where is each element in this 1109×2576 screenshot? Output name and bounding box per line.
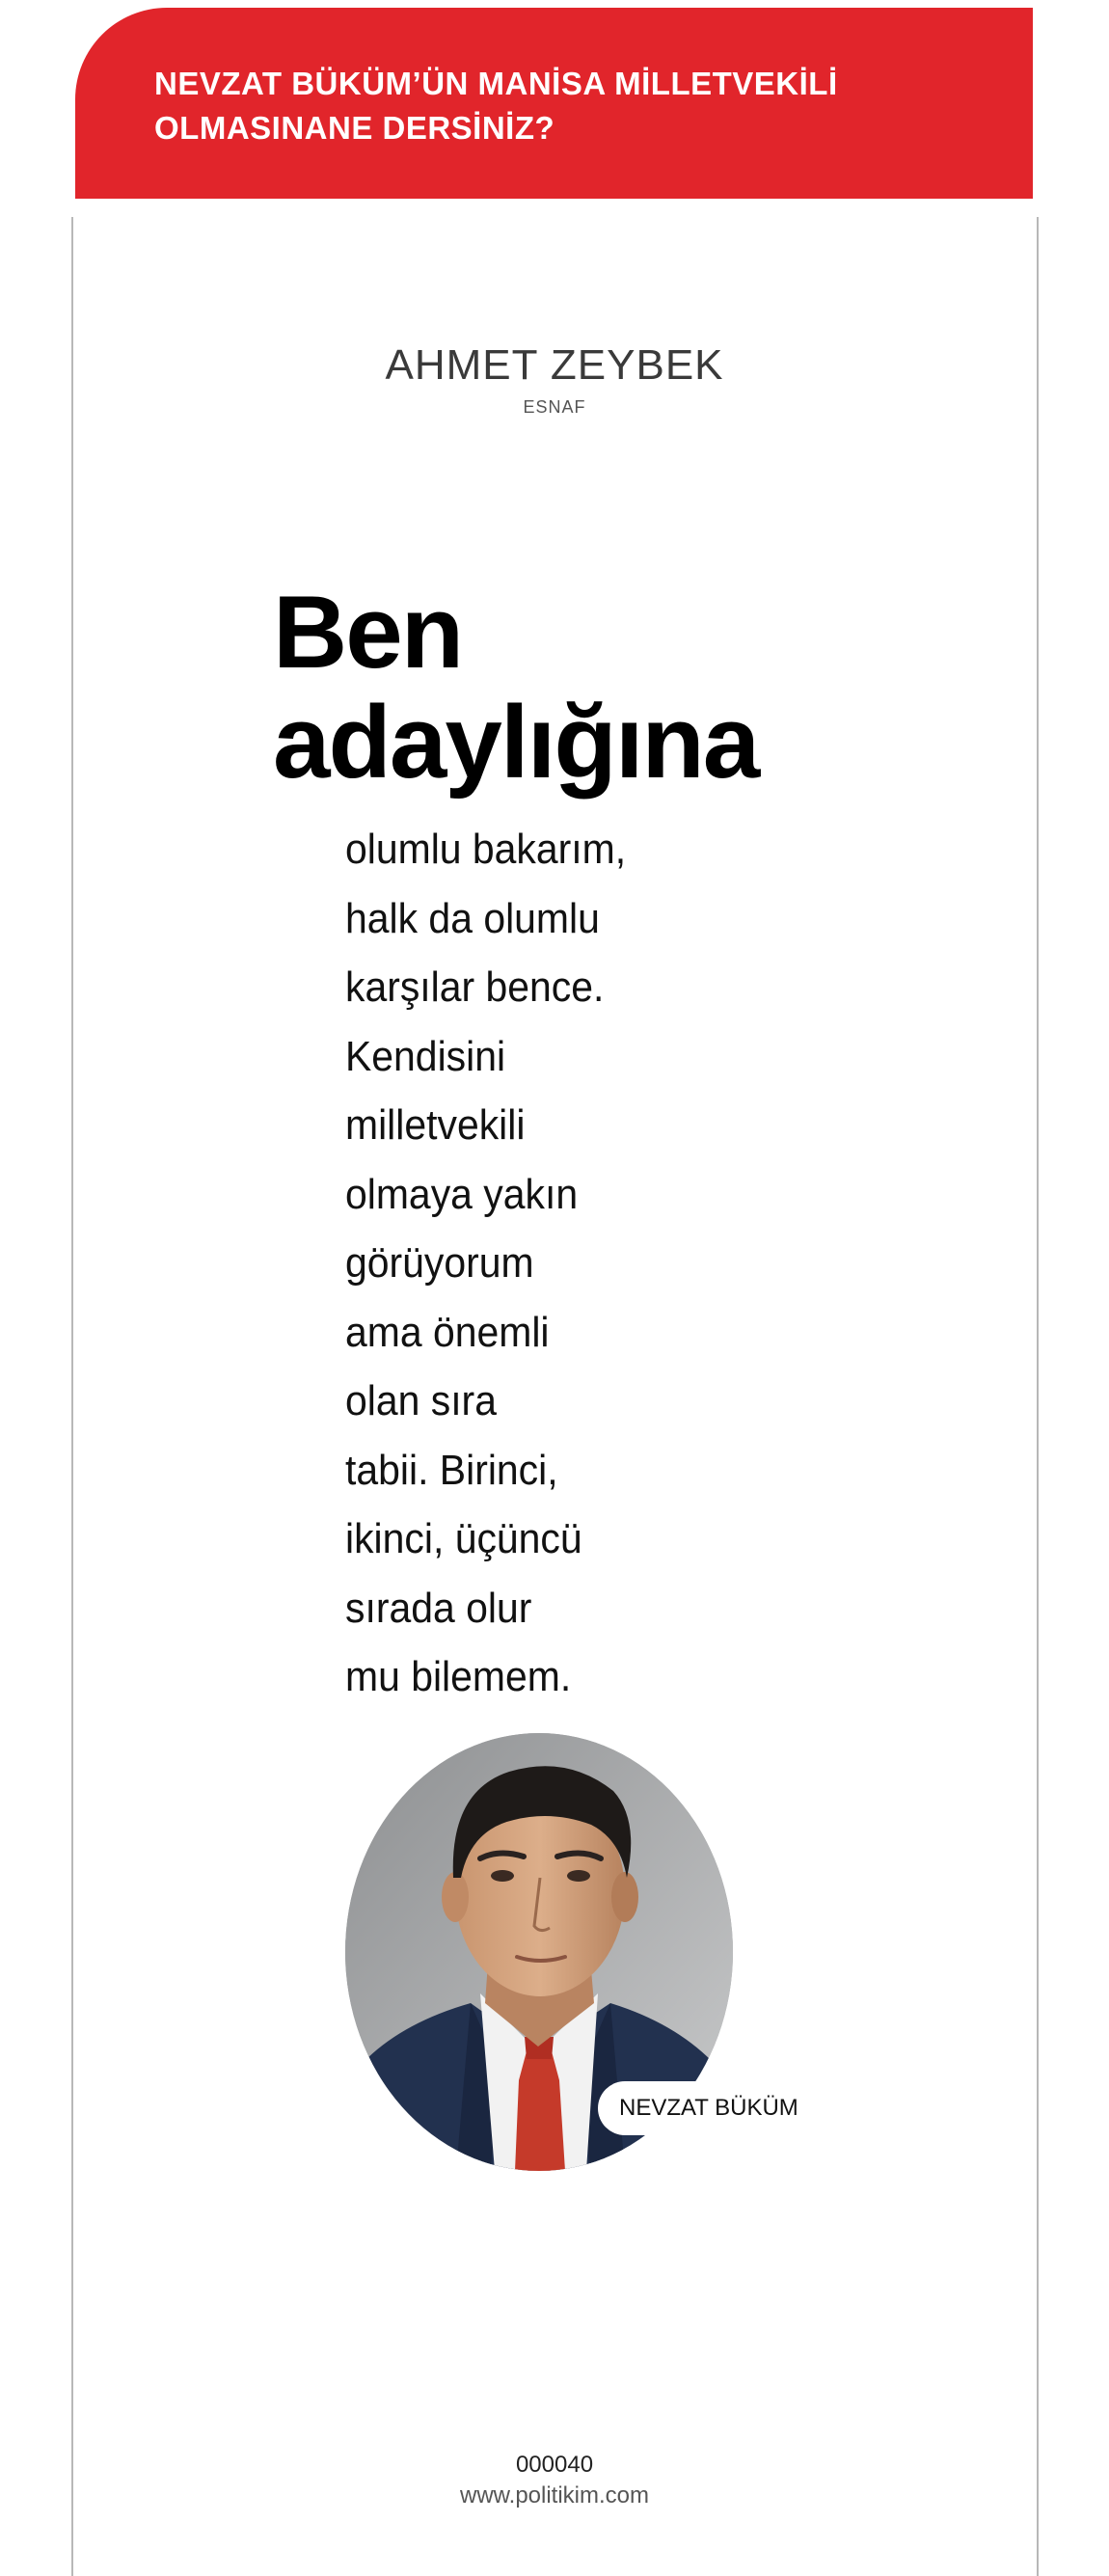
quote-line: ama önemli [345, 1308, 550, 1356]
author-role: ESNAF [523, 397, 586, 417]
banner-title-line-1: NEVZAT BÜKÜM’ÜN MANİSA MİLLETVEKİLİ [154, 66, 838, 101]
quote-body [345, 815, 789, 1712]
banner-title-line-2: OLMASINANE DERSİNİZ? [154, 110, 555, 146]
author-name: AHMET ZEYBEK [385, 341, 724, 389]
headline [273, 574, 813, 800]
website-url: www.politikim.com [459, 2482, 650, 2508]
quote-line: Kendisini [345, 1032, 506, 1080]
right-border-rule [1037, 217, 1039, 2576]
quote-line: tabii. Birinci, [345, 1446, 558, 1494]
left-border-rule [71, 217, 73, 2576]
quote-line: olumlu bakarım, [345, 826, 627, 873]
headline-line-2: adaylığına [273, 684, 759, 800]
quote-line: halk da olumlu [345, 894, 600, 942]
photo-caption: NEVZAT BÜKÜM [598, 2081, 818, 2135]
banner-title [154, 62, 1003, 150]
quote-line: mu bilemem. [345, 1653, 572, 1700]
headline-line-1: Ben [273, 574, 463, 690]
quote-line: olmaya yakın [345, 1170, 579, 1218]
quote-line: olan sıra [345, 1377, 497, 1424]
title-banner [75, 8, 1033, 199]
quote-line: karşılar bence. [345, 963, 605, 1011]
footer [0, 2450, 1109, 2511]
author-block [0, 341, 1109, 418]
quote-line: sırada olur [345, 1584, 532, 1632]
quote-line: ikinci, üçüncü [345, 1515, 582, 1562]
page-code: 000040 [515, 2452, 594, 2478]
quote-line: görüyorum [345, 1239, 534, 1287]
quote-line: milletvekili [345, 1101, 526, 1149]
